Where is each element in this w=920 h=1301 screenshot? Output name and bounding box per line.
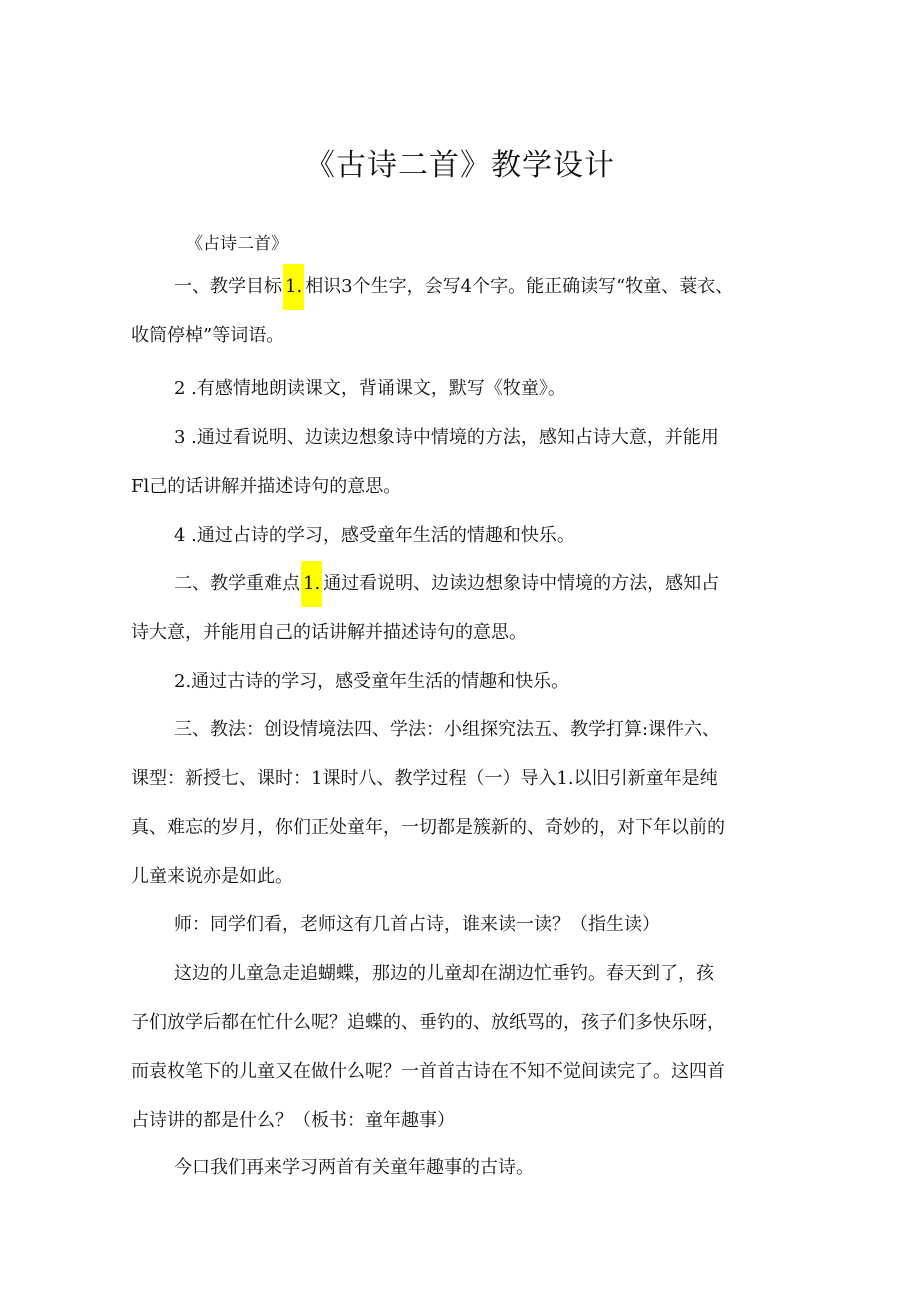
paragraph-text: 相识3个生字，会写4个字。能正确读写“牧童、蓑衣、 bbox=[305, 276, 734, 297]
paragraph-teaching-goals bbox=[131, 262, 811, 360]
document-subtitle: 《占诗二首》 bbox=[186, 234, 288, 254]
paragraph-line: Fl己的话讲解并描述诗句的意思。 bbox=[131, 476, 402, 497]
paragraph-goal-3 bbox=[131, 413, 811, 511]
paragraph-methods bbox=[131, 705, 811, 901]
highlighted-number: 1. bbox=[283, 264, 304, 310]
paragraph-line: 占诗讲的都是什么？（板书：童年趣事） bbox=[131, 1110, 455, 1131]
highlighted-number: 1. bbox=[301, 561, 322, 607]
paragraph-line: 课型：新授七、课时：1课时八、教学过程（一）导入1.以旧引新童年是纯 bbox=[131, 768, 718, 789]
paragraph-line: 2.通过古诗的学习，感受童年生活的情趣和快乐。 bbox=[174, 671, 570, 692]
paragraph-goal-2 bbox=[131, 364, 811, 413]
paragraph-line: 这边的儿童急走追蝴蝶，那边的儿童却在湖边忙垂钓。春天到了，孩 bbox=[174, 963, 714, 984]
paragraph-line: 儿童来说亦是如此。 bbox=[131, 866, 293, 887]
paragraph-line: 三、教法：创设情境法四、学法：小组探究法五、教学打算:课件六、 bbox=[174, 719, 721, 740]
paragraph-key-points bbox=[131, 559, 811, 657]
document-title: 《古诗二首》教学设计 bbox=[305, 148, 615, 183]
paragraph-line bbox=[131, 559, 811, 608]
section-heading: 二、教学重难点 bbox=[174, 573, 300, 594]
paragraph-line: 2 .有感情地朗读课文，背诵课文，默写《牧童》。 bbox=[174, 378, 566, 399]
paragraph-key-point-2 bbox=[131, 657, 811, 706]
paragraph-line: 诗大意，并能用自己的话讲解并描述诗句的意思。 bbox=[131, 622, 527, 643]
paragraph-today bbox=[131, 1143, 811, 1192]
paragraph-line bbox=[131, 262, 811, 311]
paragraph-text: 通过看说明、边读边想象诗中情境的方法，感知占 bbox=[323, 573, 720, 594]
section-heading: 一、教学目标 bbox=[174, 276, 282, 297]
paragraph-intro bbox=[131, 949, 811, 1145]
paragraph-line: 3 .通过看说明、边读边想象诗中情境的方法，感知占诗大意，并能用 bbox=[174, 427, 719, 448]
paragraph-line: 师：同学们看，老师这有几首占诗，谁来读一读？（指生读） bbox=[174, 914, 660, 935]
paragraph-line: 收筒停棹”等词语。 bbox=[131, 325, 285, 346]
paragraph-goal-4 bbox=[131, 511, 811, 560]
paragraph-line: 子们放学后都在忙什么呢？追蝶的、垂钓的、放纸骂的，孩子们多快乐呀， bbox=[131, 1012, 725, 1033]
paragraph-line: 真、难忘的岁月，你们正处童年，一切都是簇新的、奇妙的，对下年以前的 bbox=[131, 817, 725, 838]
paragraph-line: 今口我们再来学习两首有关童年趣事的古诗。 bbox=[174, 1157, 534, 1178]
paragraph-line: 4 .通过占诗的学习，感受童年生活的情趣和快乐。 bbox=[174, 525, 575, 546]
paragraph-line: 而袁枚笔下的儿童又在做什么呢？一首首古诗在不知不觉间读完了。这四首 bbox=[131, 1061, 725, 1082]
paragraph-teacher bbox=[131, 900, 811, 949]
